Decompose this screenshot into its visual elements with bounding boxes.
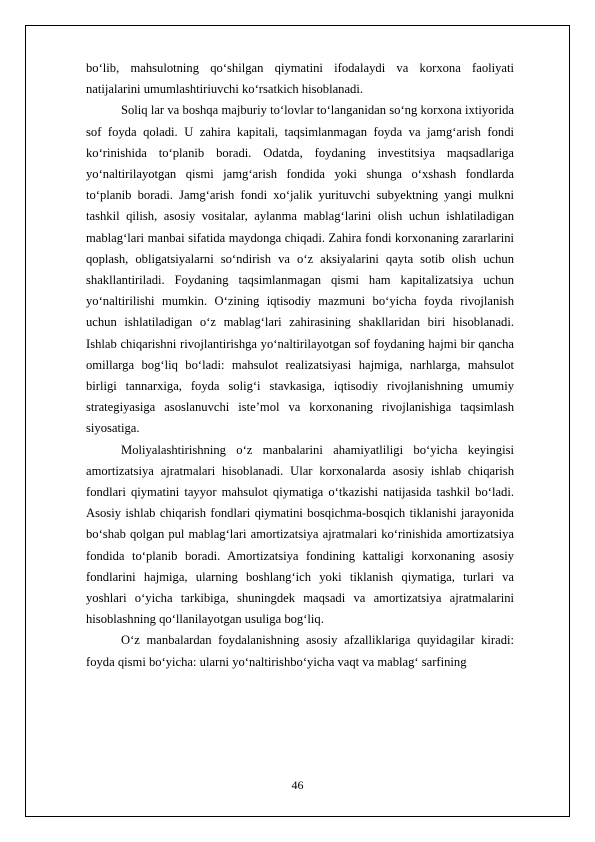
paragraph-continuation: bo‘lib, mahsulotning qo‘shilgan qiymatini ifodalaydi va korxona faoliyati natijalarini umumlashtiriuvchi ko‘rsatkich hisoblanadi. bbox=[86, 61, 514, 97]
document-body bbox=[86, 58, 514, 673]
paragraph-net-profit: Soliq lar va boshqa majburiy to‘lovlar to‘langanidan so‘ng korxona ixtiyorida sof foyda qoladi. U zahira kapitali, taqsimlanmagan foyda va jamg‘arish fondi ko‘rinishida to‘planib boradi. Odatda, foydaning investitsiya maqsadlariga yo‘naltirilayotgan qismi jamg‘arish fondida yoki shunga o‘xshash fondlarda to‘planib boradi. Jamg‘arish fondi xo‘jalik yurituvchi subyektning yangi mulkni tashkil qilish, asosiy vositalar, aylanma mablag‘larini olish uchun ishlatiladigan mablag‘lari manbai sifatida maydonga chiqadi. Zahira fondi korxonaning zararlarini qoplash, obligatsiyalarni so‘ndirish va o‘z aksiyalarini qayta sotib olish uchun shakllantiriladi. Foydaning taqsimlanmagan qismi ham kapitalizatsiya uchun yo‘naltirilishi mumkin. O‘zining iqtisodiy mazmuni bo‘yicha foyda rivojlanish uchun ishlatiladigan o‘z mablag‘lari zahirasining shakllaridan biri hisoblanadi. Ishlab chiqarishni rivojlantirishga yo‘naltirilayotgan sof foydaning hajmi bir qancha omillarga bog‘liq bo‘ladi: mahsulot realizatsiyasi hajmiga, narhlarga, mahsulot birligi tannarxiga, foyda solig‘i stavkasiga, iqtisodiy rivojlanishning umumiy strategiyasiga asoslanuvchi iste’mol va korxonaning rivojlanishiga taqsimlash siyosatiga. bbox=[86, 103, 514, 436]
paragraph-own-sources: O‘z manbalardan foydalanishning asosiy afzalliklariga quyidagilar kiradi: foyda qismi bo‘yicha: ularni yo‘naltirishbo‘yicha vaqt va mablag‘ sarfining bbox=[86, 633, 514, 669]
page-number: 46 bbox=[291, 778, 304, 792]
paragraph-amortization: Moliyalashtirishning o‘z manbalarini ahamiyatliligi bo‘yicha keyingisi amortizatsiya ajratmalari hisoblanadi. Ular korxonalarda asosiy ishlab chiqarish fondlari qiymatini tayyor mahsulot qiymatiga o‘tkazishi natijasida tashkil bo‘ladi. Asosiy ishlab chiqarish fondlari qiymatini bosqichma-bosqich tiklanishi jarayonida bo‘shab qolgan pul mablag‘lari amortizatsiya ajratmalari ko‘rinishida amortizatsiya fondida to‘planib boradi. Amortizatsiya fondining kattaligi korxonaning asosiy fondlarini hajmiga, ularning boshlang‘ich yoki tiklanish qiymatiga, turlari va yoshlari o‘yicha tarkibiga, shuningdek maqsadi va amortizatsiya ajratmalarini hisoblashning qo‘llanilayotgan usuliga bog‘liq. bbox=[86, 442, 514, 627]
